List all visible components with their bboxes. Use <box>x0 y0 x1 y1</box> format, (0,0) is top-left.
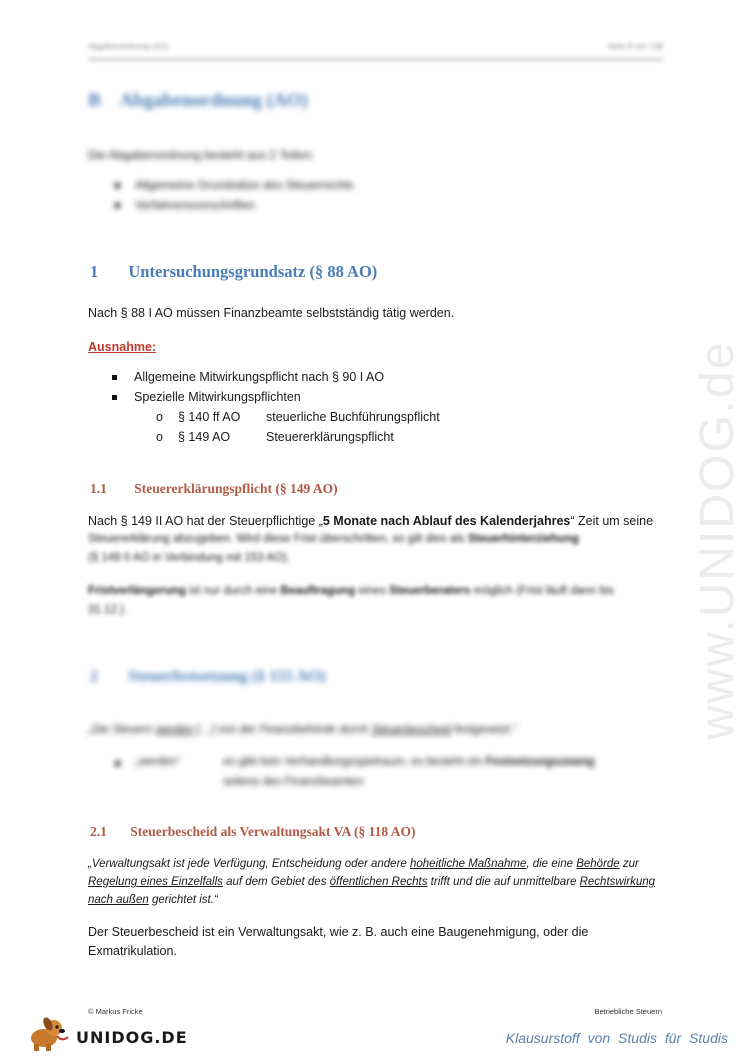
section-1-paragraph: Nach § 88 I AO müssen Finanzbeamte selbstständig tätig werden. <box>88 306 455 320</box>
unidog-logo <box>24 1016 188 1052</box>
header-right: Seite 8 von 138 <box>607 42 663 51</box>
section-b-number: B <box>88 90 101 111</box>
list-item-continuation: seitens des Finanzbeamten <box>223 776 364 788</box>
section-2-quote: „Die Steuern werden […] von der Finanzbehörde durch Steuerbescheid festgesetzt.“ <box>88 724 517 736</box>
logo-text: UNIDOG.DE <box>76 1028 188 1047</box>
section-2-1-title: Steuerbescheid als Verwaltungsakt VA (§ 118 AO) <box>130 824 416 839</box>
section-b-title: Abgabenordnung (AO) <box>119 90 308 111</box>
list-item: Allgemeine Mitwirkungspflicht nach § 90 I AO <box>112 370 384 390</box>
section-2-title: Steuerfestsetzung (§ 155 AO) <box>128 668 326 685</box>
dog-icon <box>24 1016 76 1052</box>
section-b-intro: Die Abgabenordnung besteht aus 2 Teilen: <box>88 148 314 162</box>
list-item: Verfahrensvorschriften <box>115 198 354 218</box>
sub-list-item: o § 149 AO Steuererklärungspflicht <box>156 430 394 444</box>
tagline: Klausurstoff von Studis für Studis <box>505 1030 728 1046</box>
section-1-1-para-2: Fristverlängerung ist nur durch eine Beauftragung eines Steuerberaters möglich (Frist läuft dann bis <box>88 585 615 597</box>
section-1-1-title: Steuererklärungspflicht (§ 149 AO) <box>134 481 338 496</box>
list-item: Spezielle Mitwirkungspflichten <box>112 390 384 410</box>
section-1-1-heading <box>90 481 338 497</box>
section-1-list <box>112 370 440 450</box>
section-1-title: Untersuchungsgrundsatz (§ 88 AO) <box>128 262 378 281</box>
section-b-list <box>115 178 354 218</box>
section-2-1-para-line-2: Exmatrikulation. <box>88 944 177 958</box>
list-item: Allgemeine Grundsätze des Steuerrechts <box>115 178 354 198</box>
footer-right: Betriebliche Steuern <box>594 1007 662 1016</box>
section-1-1-line-1: Nach § 149 II AO hat der Steuerpflichtige „5 Monate nach Ablauf des Kalenderjahres“ Zeit um seine <box>88 514 654 528</box>
section-2-1-quote-line-2: Regelung eines Einzelfalls auf dem Gebiet des öffentlichen Rechts trifft und die auf unmittelbare Rechtswirkung <box>88 876 656 888</box>
section-2-1-quote-line-1: „Verwaltungsakt ist jede Verfügung, Entscheidung oder andere hoheitliche Maßnahme, die eine Behörde zur <box>88 858 639 870</box>
section-2-list <box>115 756 660 796</box>
list-item: „werden“ es gibt kein Verhandlungsspielraum, es besteht ein Festsetzungszwang <box>115 756 660 776</box>
section-1-1-number: 1.1 <box>90 481 107 496</box>
section-1-heading <box>90 262 377 282</box>
section-1-1-line-3: (§ 149 II AO in Verbindung mit 153 AO). <box>88 552 291 564</box>
section-2-heading <box>90 668 326 686</box>
section-1-number: 1 <box>90 262 99 281</box>
section-2-1-para-line-1: Der Steuerbescheid ist ein Verwaltungsakt, wie z. B. auch eine Baugenehmigung, oder die <box>88 925 589 939</box>
header-left: Abgabenordnung (AO) <box>88 42 169 51</box>
section-b-heading <box>88 90 308 112</box>
exception-label: Ausnahme: <box>88 340 157 354</box>
section-2-number: 2 <box>90 668 98 685</box>
section-1-1-para-2-line-2: 31.12.). <box>88 604 127 616</box>
section-2-1-heading <box>90 824 416 840</box>
section-2-1-quote-line-3: nach außen gerichtet ist.“ <box>88 894 218 906</box>
watermark: www.UNIDOG.de <box>691 340 744 740</box>
header-rule <box>88 58 663 61</box>
section-1-1-line-2: Steuererklärung abzugeben. Wird diese Frist überschritten, so gilt dies als Steuerhinterziehung <box>88 533 579 545</box>
footer-left: © Markus Fricke <box>88 1007 143 1016</box>
sub-list-item: o § 140 ff AO steuerliche Buchführungspflicht <box>156 410 440 424</box>
section-2-1-number: 2.1 <box>90 824 107 839</box>
